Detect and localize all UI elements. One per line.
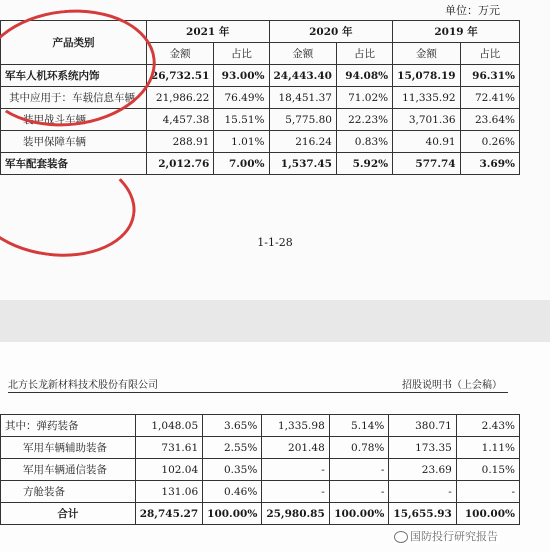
unit-label: 单位：万元	[445, 4, 500, 17]
header-divider	[8, 392, 508, 393]
table-row	[1, 87, 520, 109]
row-label: 其中应用于：车载信息车辆	[1, 87, 147, 109]
cell: 1,335.98	[262, 415, 329, 437]
cell: 5,775.80	[269, 109, 336, 131]
page-gap	[0, 300, 550, 342]
document-title-header: 招股说明书（上会稿）	[402, 380, 502, 391]
cell: 5.92%	[336, 153, 392, 175]
table-row	[1, 109, 520, 131]
cell: -	[262, 481, 329, 503]
cell: 28,745.27	[135, 503, 202, 525]
year-header: 2019 年	[393, 21, 520, 43]
table-row	[1, 481, 520, 503]
cell: 1,048.05	[135, 415, 202, 437]
category-header: 产品类别	[1, 21, 147, 65]
cell: 18,451.37	[269, 87, 336, 109]
cell: 201.48	[262, 437, 329, 459]
row-label: 装甲战斗车辆	[1, 109, 147, 131]
cell: 100.00%	[203, 503, 262, 525]
cell: 1,537.45	[269, 153, 336, 175]
cell: 7.00%	[214, 153, 269, 175]
cell: 100.00%	[329, 503, 389, 525]
row-label: 军用车辆通信装备	[1, 459, 136, 481]
amount-header: 金额	[269, 43, 336, 65]
table-row	[1, 415, 520, 437]
cell: 21,986.22	[146, 87, 213, 109]
cell: 0.15%	[456, 459, 519, 481]
row-label: 军用车辆辅助装备	[1, 437, 136, 459]
watermark-text: 国防投行研究报告	[410, 530, 498, 543]
cell: 4,457.38	[146, 109, 213, 131]
cell: -	[262, 459, 329, 481]
cell: -	[389, 481, 456, 503]
cell: 1.01%	[214, 131, 269, 153]
wechat-icon	[394, 531, 408, 543]
cell: 131.06	[135, 481, 202, 503]
cell: 26,732.51	[146, 65, 213, 87]
row-label: 军车人机环系统内饰	[1, 65, 147, 87]
table-row	[1, 131, 520, 153]
row-label: 方舱装备	[1, 481, 136, 503]
cell: 102.04	[135, 459, 202, 481]
cell: 22.23%	[336, 109, 392, 131]
watermark	[392, 528, 500, 544]
cell: 96.31%	[460, 65, 519, 87]
cell: 0.26%	[460, 131, 519, 153]
cell: 380.71	[389, 415, 456, 437]
cell: 94.08%	[336, 65, 392, 87]
table-row	[1, 437, 520, 459]
table-row	[1, 65, 520, 87]
cell: 15.51%	[214, 109, 269, 131]
cell: 216.24	[269, 131, 336, 153]
ratio-header: 占比	[336, 43, 392, 65]
row-label: 其中：弹药装备	[1, 415, 136, 437]
cell: 0.35%	[203, 459, 262, 481]
table-row-total	[1, 503, 520, 525]
company-header: 北方长龙新材料技术股份有限公司	[8, 380, 158, 391]
cell: 0.78%	[329, 437, 389, 459]
table-row	[1, 459, 520, 481]
revenue-table-bottom	[0, 414, 520, 525]
cell: 288.91	[146, 131, 213, 153]
cell: 5.14%	[329, 415, 389, 437]
cell: 1.11%	[456, 437, 519, 459]
cell: 25,980.85	[262, 503, 329, 525]
cell: 72.41%	[460, 87, 519, 109]
cell: -	[329, 459, 389, 481]
cell: 2.43%	[456, 415, 519, 437]
ratio-header: 占比	[460, 43, 519, 65]
page-number: 1-1-28	[257, 236, 293, 249]
cell: 2,012.76	[146, 153, 213, 175]
cell: 577.74	[393, 153, 460, 175]
cell: 15,078.19	[393, 65, 460, 87]
cell: -	[329, 481, 389, 503]
table-year-header	[1, 21, 520, 43]
row-label: 军车配套装备	[1, 153, 147, 175]
row-label: 装甲保障车辆	[1, 131, 147, 153]
cell: 3.69%	[460, 153, 519, 175]
amount-header: 金额	[146, 43, 213, 65]
year-header: 2021 年	[146, 21, 269, 43]
cell: 23.69	[389, 459, 456, 481]
cell: 11,335.92	[393, 87, 460, 109]
cell: 2.55%	[203, 437, 262, 459]
document-page-bottom	[0, 342, 550, 552]
revenue-table-top	[0, 20, 520, 175]
cell: 0.46%	[203, 481, 262, 503]
cell: 23.64%	[460, 109, 519, 131]
cell: 731.61	[135, 437, 202, 459]
ratio-header: 占比	[214, 43, 269, 65]
cell: 93.00%	[214, 65, 269, 87]
cell: 100.00%	[456, 503, 519, 525]
cell: 3,701.36	[393, 109, 460, 131]
table-row	[1, 153, 520, 175]
cell: 71.02%	[336, 87, 392, 109]
cell: 76.49%	[214, 87, 269, 109]
row-label: 合计	[1, 503, 136, 525]
cell: 0.83%	[336, 131, 392, 153]
cell: 3.65%	[203, 415, 262, 437]
cell: 173.35	[389, 437, 456, 459]
cell: 40.91	[393, 131, 460, 153]
cell: 24,443.40	[269, 65, 336, 87]
year-header: 2020 年	[269, 21, 393, 43]
amount-header: 金额	[393, 43, 460, 65]
cell: 15,655.93	[389, 503, 456, 525]
cell: -	[456, 481, 519, 503]
